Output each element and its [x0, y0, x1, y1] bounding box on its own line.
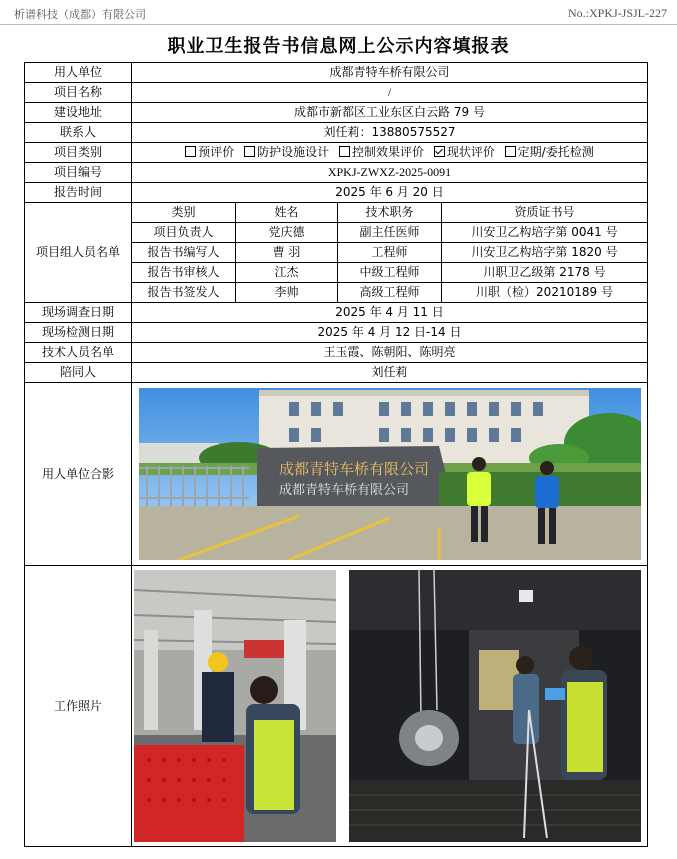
row-project-no: [25, 163, 648, 183]
row-report-date: [25, 183, 648, 203]
survey-date-value: 2025 年 4 月 11 日: [132, 303, 648, 323]
report-date-label: 报告时间: [25, 183, 132, 203]
contact-value: 刘任莉：13880575527: [132, 123, 648, 143]
team-header-title: 技术职务: [338, 203, 442, 223]
team-cell: 李帅: [236, 283, 338, 303]
team-label: 项目组人员名单: [25, 203, 132, 303]
option-periodic-detection[interactable]: 定期/委托检测: [505, 145, 594, 159]
project-type-label: 项目类别: [25, 143, 132, 163]
team-cell: 川安卫乙构培字第 1820 号: [442, 243, 648, 263]
tech-staff-value: 王玉霞、陈朝阳、陈明亮: [132, 343, 648, 363]
row-project-type: [25, 143, 648, 163]
document-number: No.:XPKJ-JSJL-227: [567, 6, 667, 20]
team-header-name: 姓名: [236, 203, 338, 223]
disclosure-form-table: [24, 62, 648, 847]
row-project-name: [25, 83, 648, 103]
checkbox-icon[interactable]: [244, 146, 255, 157]
employer-label: 用人单位: [25, 63, 132, 83]
team-cell: 中级工程师: [338, 263, 442, 283]
address-label: 建设地址: [25, 103, 132, 123]
test-date-value: 2025 年 4 月 12 日-14 日: [132, 323, 648, 343]
work-photos-cell: [132, 566, 648, 847]
team-header-certificate: 资质证书号: [442, 203, 648, 223]
group-photo-image: [139, 388, 641, 560]
option-status-evaluation[interactable]: 现状评价: [434, 145, 495, 159]
team-cell: 曹 羽: [236, 243, 338, 263]
row-address: [25, 103, 648, 123]
team-cell: 报告书签发人: [132, 283, 236, 303]
option-control-evaluation[interactable]: 控制效果评价: [339, 145, 424, 159]
contact-label: 联系人: [25, 123, 132, 143]
escort-value: 刘任莉: [132, 363, 648, 383]
team-cell: 高级工程师: [338, 283, 442, 303]
row-employer: [25, 63, 648, 83]
project-type-options: [132, 143, 648, 163]
option-protection-design[interactable]: 防护设施设计: [244, 145, 329, 159]
team-cell: 项目负责人: [132, 223, 236, 243]
project-no-label: 项目编号: [25, 163, 132, 183]
project-name-label: 项目名称: [25, 83, 132, 103]
row-survey-date: [25, 303, 648, 323]
project-name-value: /: [132, 83, 648, 103]
work-photos-label: 工作照片: [25, 566, 132, 847]
team-cell: 副主任医师: [338, 223, 442, 243]
team-cell: 川职（检）20210189 号: [442, 283, 648, 303]
employer-value: 成都青特车桥有限公司: [132, 63, 648, 83]
header-divider: [0, 24, 677, 25]
report-date-value: 2025 年 6 月 20 日: [132, 183, 648, 203]
team-header-category: 类别: [132, 203, 236, 223]
group-photo-label: 用人单位合影: [25, 383, 132, 566]
work-photo-testing: [349, 570, 641, 842]
row-tech-staff: [25, 343, 648, 363]
escort-label: 陪同人: [25, 363, 132, 383]
team-header-row: [25, 203, 648, 223]
team-cell: 党庆德: [236, 223, 338, 243]
company-name: 析谱科技（成都）有限公司: [14, 8, 146, 21]
project-no-value: XPKJ-ZWXZ-2025-0091: [132, 163, 648, 183]
address-value: 成都市新都区工业东区白云路 79 号: [132, 103, 648, 123]
row-work-photos: [25, 566, 648, 847]
team-cell: 报告书编写人: [132, 243, 236, 263]
team-cell: 报告书审核人: [132, 263, 236, 283]
team-cell: 川职卫乙级第 2178 号: [442, 263, 648, 283]
checkbox-icon[interactable]: [185, 146, 196, 157]
page-title: 职业卫生报告书信息网上公示内容填报表: [167, 36, 510, 57]
work-photo-workshop: [134, 570, 336, 842]
team-cell: 江杰: [236, 263, 338, 283]
group-photo-cell: [132, 383, 648, 566]
checkbox-checked-icon[interactable]: [434, 146, 445, 157]
survey-date-label: 现场调查日期: [25, 303, 132, 323]
row-contact: [25, 123, 648, 143]
option-pre-evaluation[interactable]: 预评价: [185, 145, 234, 159]
gate-sign-text-secondary: 成都青特车桥有限公司: [278, 483, 409, 498]
test-date-label: 现场检测日期: [25, 323, 132, 343]
row-test-date: [25, 323, 648, 343]
tech-staff-label: 技术人员名单: [25, 343, 132, 363]
row-escort: [25, 363, 648, 383]
row-group-photo: [25, 383, 648, 566]
team-cell: 川安卫乙构培字第 0041 号: [442, 223, 648, 243]
team-cell: 工程师: [338, 243, 442, 263]
gate-sign-text: 成都青特车桥有限公司: [278, 460, 429, 478]
checkbox-icon[interactable]: [505, 146, 516, 157]
checkbox-icon[interactable]: [339, 146, 350, 157]
